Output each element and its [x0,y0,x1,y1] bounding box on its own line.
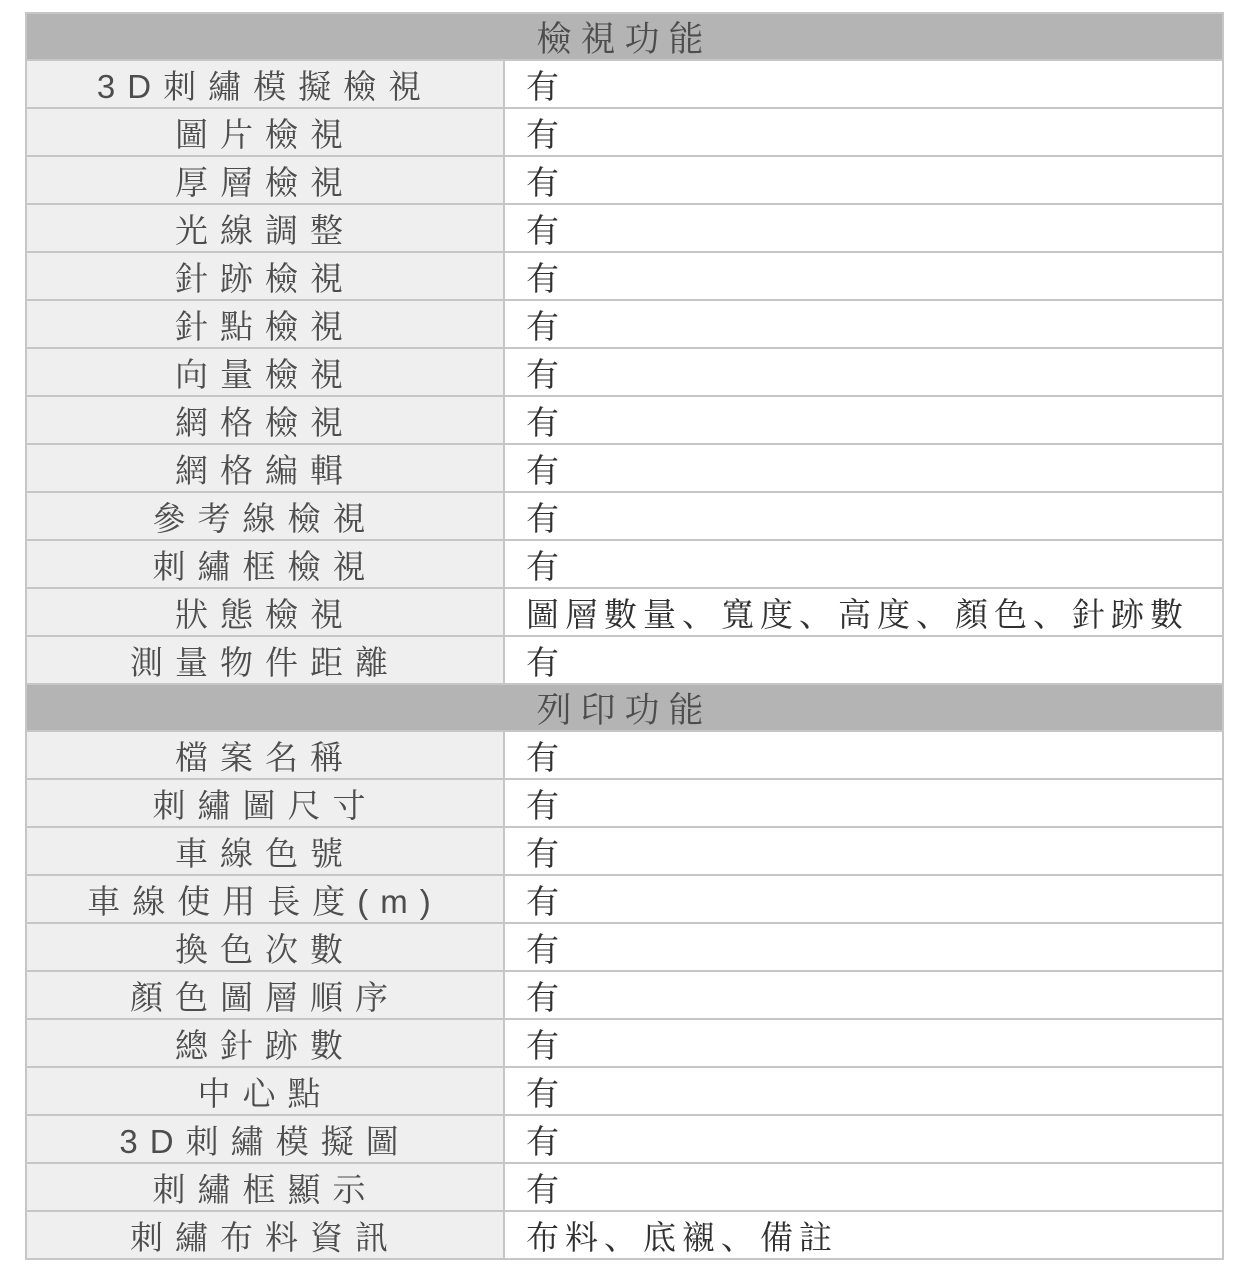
section-header: 列印功能 [27,683,1222,730]
feature-value-cell: 有 [505,1020,1222,1066]
feature-name-cell: 車線使用長度(m) [27,876,505,922]
table-row [27,395,1222,443]
table-row [27,1114,1222,1162]
feature-name-cell: 參考線檢視 [27,493,505,539]
feature-value-cell: 有 [505,876,1222,922]
table-row [27,1018,1222,1066]
feature-name-cell: 厚層檢視 [27,157,505,203]
feature-value-cell: 有 [505,637,1222,683]
table-row [27,155,1222,203]
feature-value-cell: 有 [505,1068,1222,1114]
feature-value-cell: 有 [505,972,1222,1018]
table-row [27,251,1222,299]
table-row [27,778,1222,826]
feature-name-cell: 刺繡布料資訊 [27,1212,505,1258]
table-row [27,443,1222,491]
feature-name-cell: 網格檢視 [27,397,505,443]
table-row [27,107,1222,155]
feature-name-cell: 中心點 [27,1068,505,1114]
feature-comparison-table [25,12,1224,1260]
feature-name-cell: 光線調整 [27,205,505,251]
feature-name-cell: 換色次數 [27,924,505,970]
feature-value-cell: 有 [505,924,1222,970]
table-row [27,970,1222,1018]
feature-value-cell: 布料、底襯、備註 [505,1212,1222,1258]
feature-value-cell: 有 [505,541,1222,587]
table-row [27,874,1222,922]
feature-name-cell: 3D刺繡模擬檢視 [27,61,505,107]
feature-value-cell: 有 [505,828,1222,874]
feature-name-cell: 向量檢視 [27,349,505,395]
feature-name-cell: 車線色號 [27,828,505,874]
feature-name-cell: 總針跡數 [27,1020,505,1066]
feature-value-cell: 有 [505,205,1222,251]
feature-value-cell: 有 [505,445,1222,491]
feature-value-cell: 有 [505,1164,1222,1210]
feature-name-cell: 刺繡框檢視 [27,541,505,587]
feature-value-cell: 有 [505,61,1222,107]
feature-name-cell: 刺繡框顯示 [27,1164,505,1210]
table-row [27,635,1222,683]
feature-name-cell: 針跡檢視 [27,253,505,299]
feature-name-cell: 檔案名稱 [27,732,505,778]
section-header: 檢視功能 [27,14,1222,59]
table-row [27,347,1222,395]
table-row [27,1210,1222,1258]
table-row [27,1066,1222,1114]
table-row [27,826,1222,874]
feature-value-cell: 圖層數量、寬度、高度、顏色、針跡數 [505,589,1222,635]
feature-name-cell: 3D刺繡模擬圖 [27,1116,505,1162]
feature-value-cell: 有 [505,301,1222,347]
table-row [27,203,1222,251]
table-row [27,59,1222,107]
table-row [27,922,1222,970]
feature-name-cell: 刺繡圖尺寸 [27,780,505,826]
feature-value-cell: 有 [505,780,1222,826]
feature-name-cell: 網格編輯 [27,445,505,491]
feature-name-cell: 針點檢視 [27,301,505,347]
feature-value-cell: 有 [505,349,1222,395]
feature-value-cell: 有 [505,1116,1222,1162]
table-row [27,1162,1222,1210]
feature-value-cell: 有 [505,732,1222,778]
feature-name-cell: 圖片檢視 [27,109,505,155]
feature-name-cell: 測量物件距離 [27,637,505,683]
table-row [27,299,1222,347]
feature-name-cell: 狀態檢視 [27,589,505,635]
feature-value-cell: 有 [505,493,1222,539]
table-row [27,730,1222,778]
table-row [27,587,1222,635]
feature-value-cell: 有 [505,109,1222,155]
table-row [27,491,1222,539]
feature-value-cell: 有 [505,397,1222,443]
table-row [27,539,1222,587]
feature-value-cell: 有 [505,157,1222,203]
feature-value-cell: 有 [505,253,1222,299]
feature-name-cell: 顏色圖層順序 [27,972,505,1018]
